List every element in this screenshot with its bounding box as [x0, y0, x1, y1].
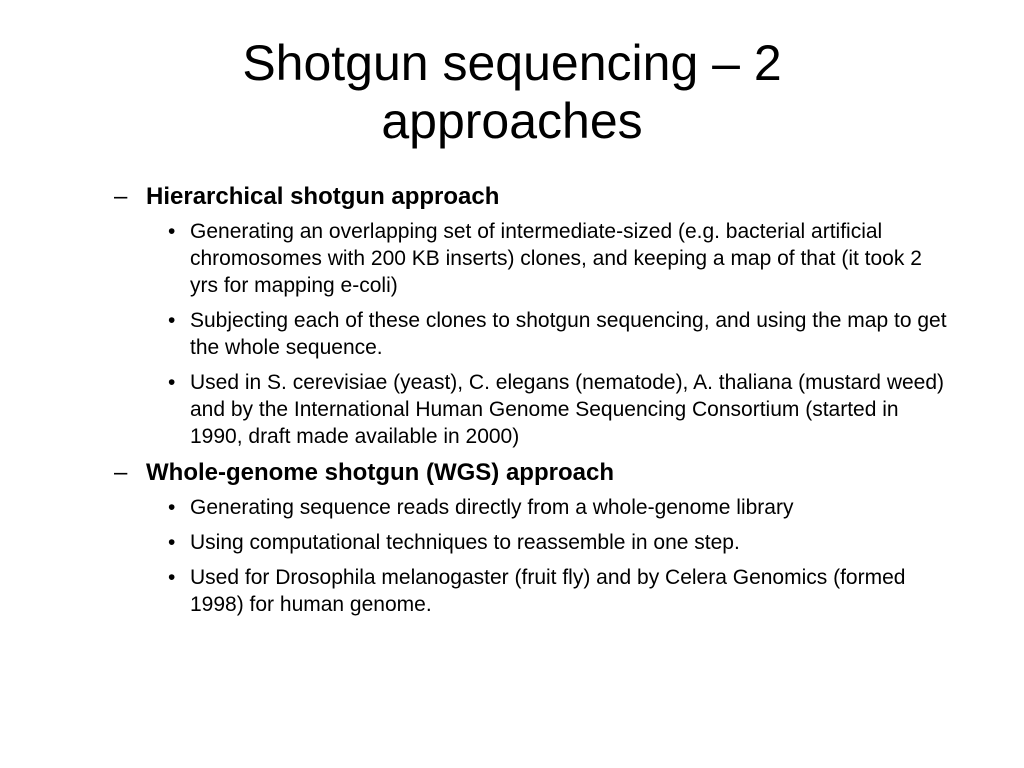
dash-marker: –	[114, 459, 128, 486]
bullet-text: Used in S. cerevisiae (yeast), C. elegans (nematode), A. thaliana (mustard weed) and by the International Human Genome Sequencing Consortium (started in 1990, draft made available in 2000)	[190, 371, 945, 448]
bullet-text: Used for Drosophila melanogaster (fruit fly) and by Celera Genomics (formed 1998) for human genome.	[190, 566, 906, 616]
bullet-list	[0, 218, 1024, 450]
section-heading-text: Whole-genome shotgun (WGS) approach	[146, 459, 614, 486]
list-item	[0, 218, 1024, 299]
slide-title: Shotgun sequencing – 2 approaches	[242, 35, 782, 149]
bullet-marker: •	[168, 309, 176, 332]
list-item	[0, 529, 1024, 556]
bullet-marker: •	[168, 220, 176, 243]
bullet-list	[0, 494, 1024, 618]
bullet-text: Generating sequence reads directly from a whole-genome library	[190, 496, 794, 519]
bullet-text: Subjecting each of these clones to shotgun sequencing, and using the map to get the whole sequence.	[190, 309, 947, 359]
bullet-marker: •	[168, 496, 176, 519]
section-hierarchical-shotgun	[0, 182, 1024, 450]
list-item	[0, 494, 1024, 521]
list-item	[0, 564, 1024, 618]
bullet-marker: •	[168, 566, 176, 589]
section-whole-genome-shotgun	[0, 458, 1024, 618]
bullet-marker: •	[168, 531, 176, 554]
list-item	[0, 307, 1024, 361]
bullet-text: Using computational techniques to reassemble in one step.	[190, 531, 740, 554]
bullet-text: Generating an overlapping set of intermediate-sized (e.g. bacterial artificial chromosomes with 200 KB inserts) clones, and keeping a map of that (it took 2 yrs for mapping e-coli)	[190, 220, 922, 297]
section-heading	[0, 182, 1024, 212]
slide-body	[0, 182, 1024, 626]
section-heading-text: Hierarchical shotgun approach	[146, 183, 500, 210]
dash-marker: –	[114, 183, 128, 210]
section-heading	[0, 458, 1024, 488]
bullet-marker: •	[168, 371, 176, 394]
list-item	[0, 369, 1024, 450]
